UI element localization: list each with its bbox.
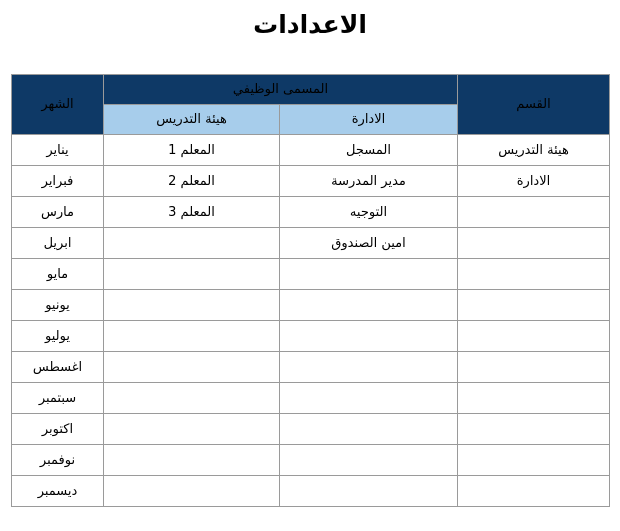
cell-month[interactable]: اغسطس	[12, 352, 104, 383]
cell-department[interactable]	[458, 414, 610, 445]
cell-month[interactable]: فبراير	[12, 166, 104, 197]
cell-month[interactable]: مارس	[12, 197, 104, 228]
header-administration: الادارة	[280, 105, 458, 135]
table-row	[12, 383, 610, 414]
cell-administration[interactable]	[280, 383, 458, 414]
cell-administration[interactable]	[280, 414, 458, 445]
cell-administration[interactable]	[280, 445, 458, 476]
cell-month[interactable]: نوفمبر	[12, 445, 104, 476]
header-job-title: المسمى الوظيفي	[104, 75, 458, 105]
cell-month[interactable]: اكتوبر	[12, 414, 104, 445]
cell-administration[interactable]: المسجل	[280, 135, 458, 166]
cell-month[interactable]: ابريل	[12, 228, 104, 259]
cell-administration[interactable]: امين الصندوق	[280, 228, 458, 259]
cell-month[interactable]: يونيو	[12, 290, 104, 321]
cell-administration[interactable]	[280, 290, 458, 321]
cell-teaching-staff[interactable]: المعلم 2	[104, 166, 280, 197]
table-row	[12, 166, 610, 197]
cell-teaching-staff[interactable]	[104, 383, 280, 414]
cell-department[interactable]	[458, 445, 610, 476]
cell-month[interactable]: مايو	[12, 259, 104, 290]
settings-table	[11, 74, 610, 507]
cell-department[interactable]	[458, 352, 610, 383]
cell-department[interactable]: هيئة التدريس	[458, 135, 610, 166]
cell-month[interactable]: ديسمبر	[12, 476, 104, 507]
cell-administration[interactable]: مدير المدرسة	[280, 166, 458, 197]
cell-teaching-staff[interactable]	[104, 228, 280, 259]
cell-department[interactable]: الادارة	[458, 166, 610, 197]
table-row	[12, 321, 610, 352]
cell-administration[interactable]	[280, 321, 458, 352]
table-row	[12, 476, 610, 507]
header-teaching-staff: هيئة التدريس	[104, 105, 280, 135]
cell-month[interactable]: سبتمبر	[12, 383, 104, 414]
cell-teaching-staff[interactable]: المعلم 1	[104, 135, 280, 166]
cell-department[interactable]	[458, 197, 610, 228]
cell-administration[interactable]	[280, 476, 458, 507]
cell-administration[interactable]	[280, 352, 458, 383]
header-department: القسم	[458, 75, 610, 135]
cell-teaching-staff[interactable]	[104, 290, 280, 321]
table-row	[12, 445, 610, 476]
table-row	[12, 290, 610, 321]
cell-month[interactable]: يوليو	[12, 321, 104, 352]
cell-teaching-staff[interactable]: المعلم 3	[104, 197, 280, 228]
table-row	[12, 414, 610, 445]
cell-administration[interactable]	[280, 259, 458, 290]
cell-teaching-staff[interactable]	[104, 445, 280, 476]
cell-department[interactable]	[458, 321, 610, 352]
cell-department[interactable]	[458, 476, 610, 507]
cell-administration[interactable]: التوجيه	[280, 197, 458, 228]
table-row	[12, 228, 610, 259]
header-month: الشهر	[12, 75, 104, 135]
page-title: الاعدادات	[253, 10, 367, 39]
cell-department[interactable]	[458, 228, 610, 259]
table-row	[12, 135, 610, 166]
cell-teaching-staff[interactable]	[104, 414, 280, 445]
cell-teaching-staff[interactable]	[104, 321, 280, 352]
cell-month[interactable]: يناير	[12, 135, 104, 166]
cell-department[interactable]	[458, 259, 610, 290]
cell-teaching-staff[interactable]	[104, 476, 280, 507]
cell-department[interactable]	[458, 290, 610, 321]
table-row	[12, 259, 610, 290]
cell-teaching-staff[interactable]	[104, 352, 280, 383]
cell-teaching-staff[interactable]	[104, 259, 280, 290]
table-row	[12, 352, 610, 383]
cell-department[interactable]	[458, 383, 610, 414]
table-row	[12, 197, 610, 228]
